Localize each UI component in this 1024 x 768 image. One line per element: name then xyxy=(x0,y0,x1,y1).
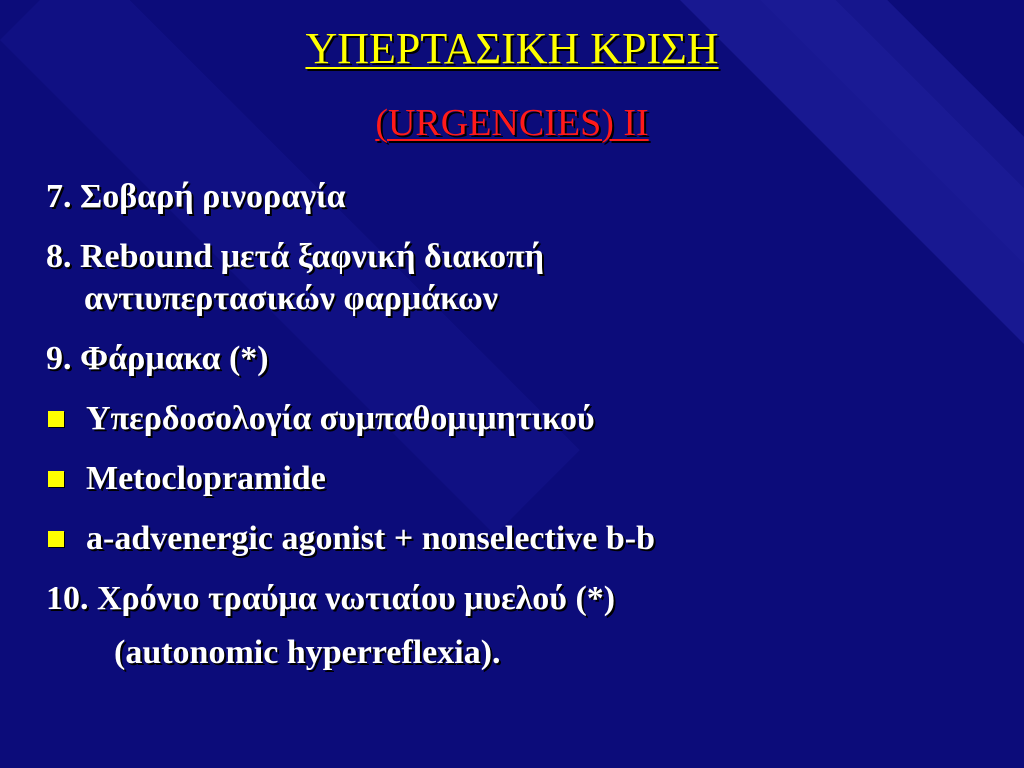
list-item: 7. Σοβαρή ρινοραγία xyxy=(46,178,346,215)
yellow-square-bullet-icon xyxy=(48,411,64,427)
list-item: 10. Χρόνιο τραύμα νωτιαίου μυελού (*) xyxy=(46,580,616,617)
bullet-list-item xyxy=(46,518,1006,560)
subtitle-container xyxy=(0,100,1024,146)
list-item-continuation: (autonomic hyperreflexia). xyxy=(114,634,501,671)
list-item: 8. Rebound μετά ξαφνική διακοπή xyxy=(46,238,545,275)
yellow-square-bullet-icon xyxy=(48,471,64,487)
title-container xyxy=(0,22,1024,76)
bullet-item-text: Υπερδοσολογία συμπαθομιμητικού xyxy=(86,400,595,437)
bullet-list-item xyxy=(46,458,1006,500)
bullet-item-text: Metoclopramide xyxy=(86,460,326,497)
yellow-square-bullet-icon xyxy=(48,531,64,547)
list-item: 9. Φάρμακα (*) xyxy=(46,340,269,377)
list-item-continuation: αντιυπερτασικών φαρμάκων xyxy=(84,280,499,317)
slide-title: ΥΠΕΡΤΑΣΙΚΗ ΚΡΙΣΗ xyxy=(305,24,719,73)
slide-subtitle: (URGENCIES) II xyxy=(375,102,649,144)
bullet-list-item xyxy=(46,398,1006,440)
slide-body xyxy=(46,176,1006,674)
bullet-item-text: a-advenergic agonist + nonselective b-b xyxy=(86,520,656,557)
